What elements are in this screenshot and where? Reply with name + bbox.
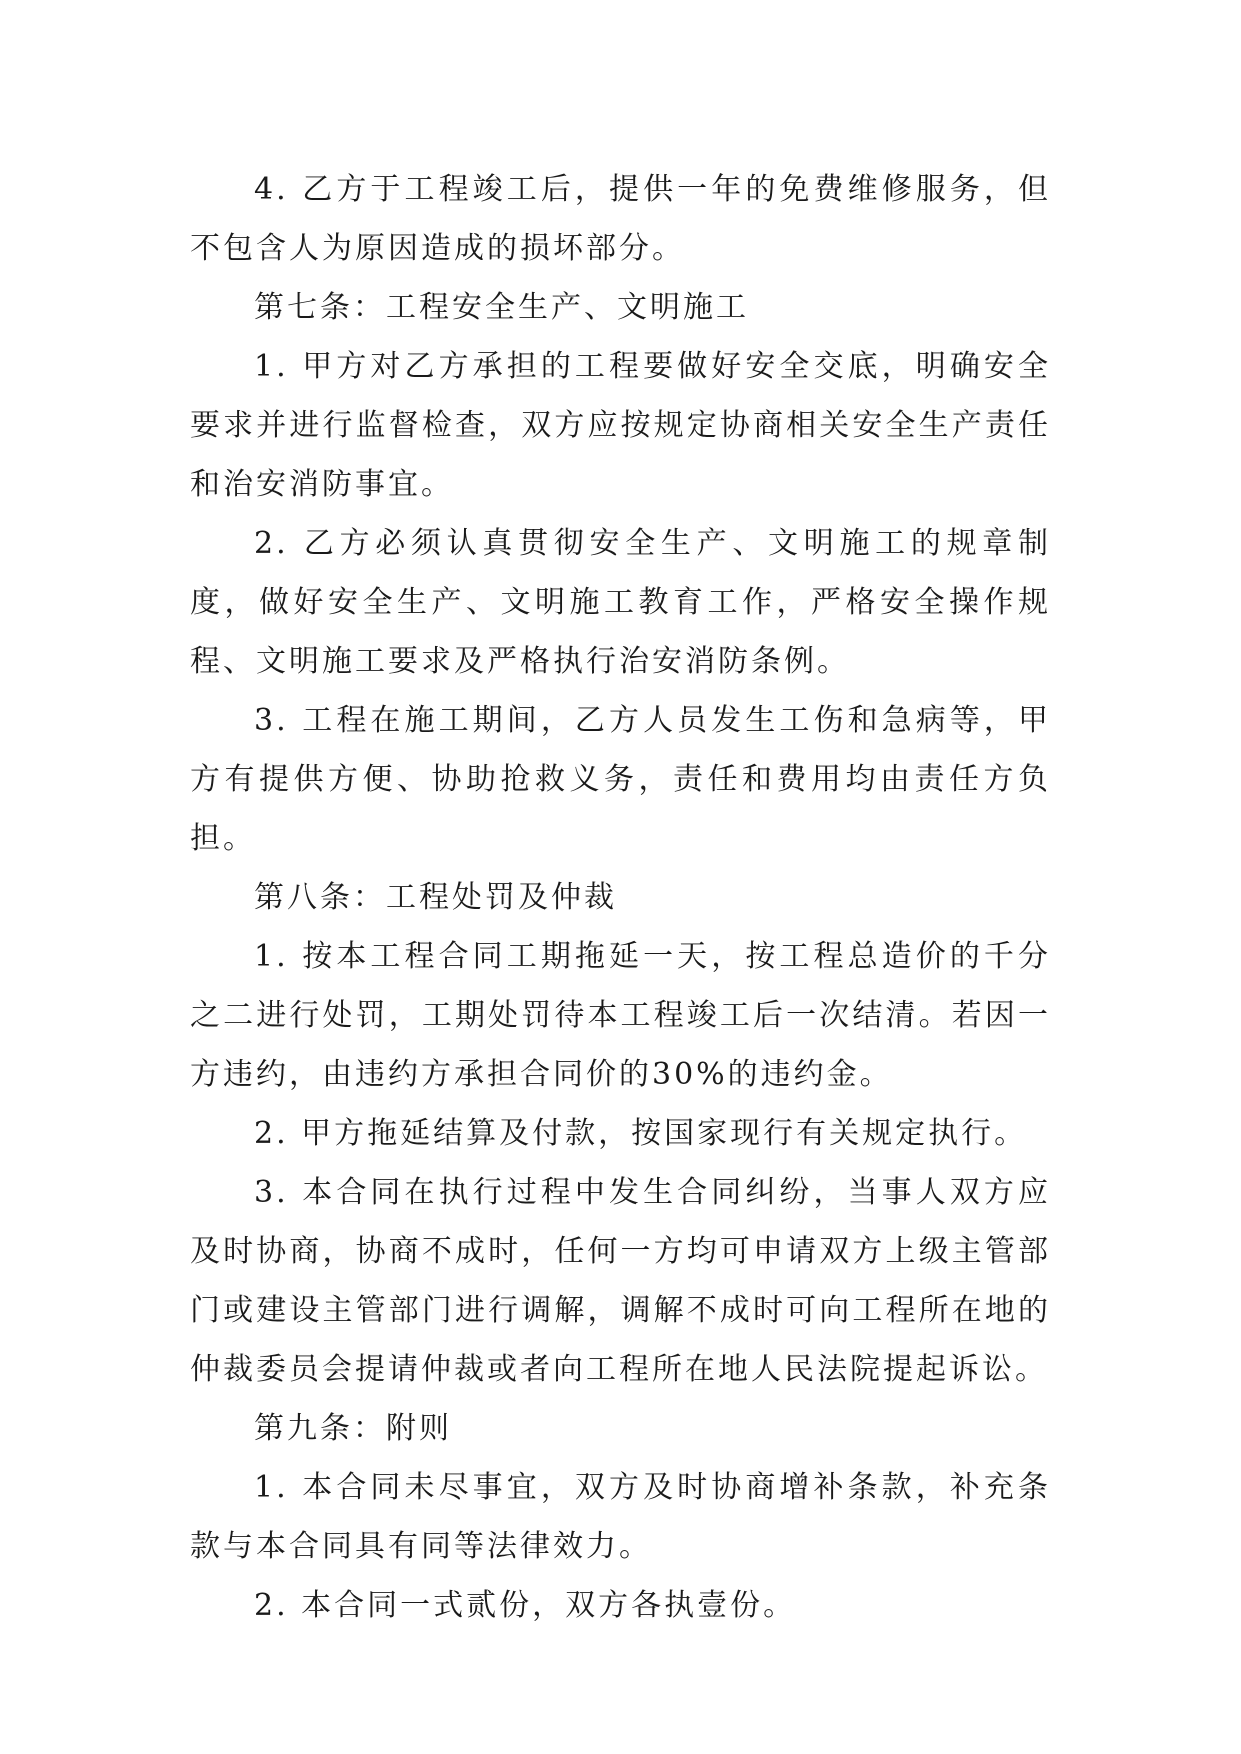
heading-article-9: 第九条：附则 (254, 1411, 452, 1446)
paragraph-article-9-item-2: 2. 本合同一式贰份，双方各执壹份。 (254, 1588, 797, 1623)
paragraph-article-8-item-3: 3. 本合同在执行过程中发生合同纠纷，当事人双方应及时协商，协商不成时，任何一方均可申请双方上级主管部门或建设主管部门进行调解，调解不成时可向工程所在地的仲裁委员会提请仲裁或者向工程所在地人民法院提起诉讼。 (190, 1175, 1051, 1387)
paragraph-article-7-item-3: 3. 工程在施工期间，乙方人员发生工伤和急病等，甲方有提供方便、协助抢救义务，责任和费用均由责任方负担。 (190, 703, 1051, 856)
paragraph-article-8-item-1: 1. 按本工程合同工期拖延一天，按工程总造价的千分之二进行处罚，工期处罚待本工程竣工后一次结清。若因一方违约，由违约方承担合同价的30%的违约金。 (190, 939, 1051, 1092)
paragraph-article-7-item-1: 1. 甲方对乙方承担的工程要做好安全交底，明确安全要求并进行监督检查，双方应按规定协商相关安全生产责任和治安消防事宜。 (190, 349, 1051, 502)
heading-article-8: 第八条：工程处罚及仲裁 (254, 880, 617, 915)
paragraph-clause-6-item-4: 4. 乙方于工程竣工后，提供一年的免费维修服务，但不包含人为原因造成的损坏部分。 (190, 172, 1051, 266)
paragraph-article-7-item-2: 2. 乙方必须认真贯彻安全生产、文明施工的规章制度，做好安全生产、文明施工教育工作，严格安全操作规程、文明施工要求及严格执行治安消防条例。 (190, 526, 1051, 679)
heading-article-7: 第七条：工程安全生产、文明施工 (254, 290, 749, 325)
paragraph-article-9-item-1: 1. 本合同未尽事宜，双方及时协商增补条款，补充条款与本合同具有同等法律效力。 (190, 1470, 1051, 1564)
paragraph-article-8-item-2: 2. 甲方拖延结算及付款，按国家现行有关规定执行。 (254, 1116, 1028, 1151)
